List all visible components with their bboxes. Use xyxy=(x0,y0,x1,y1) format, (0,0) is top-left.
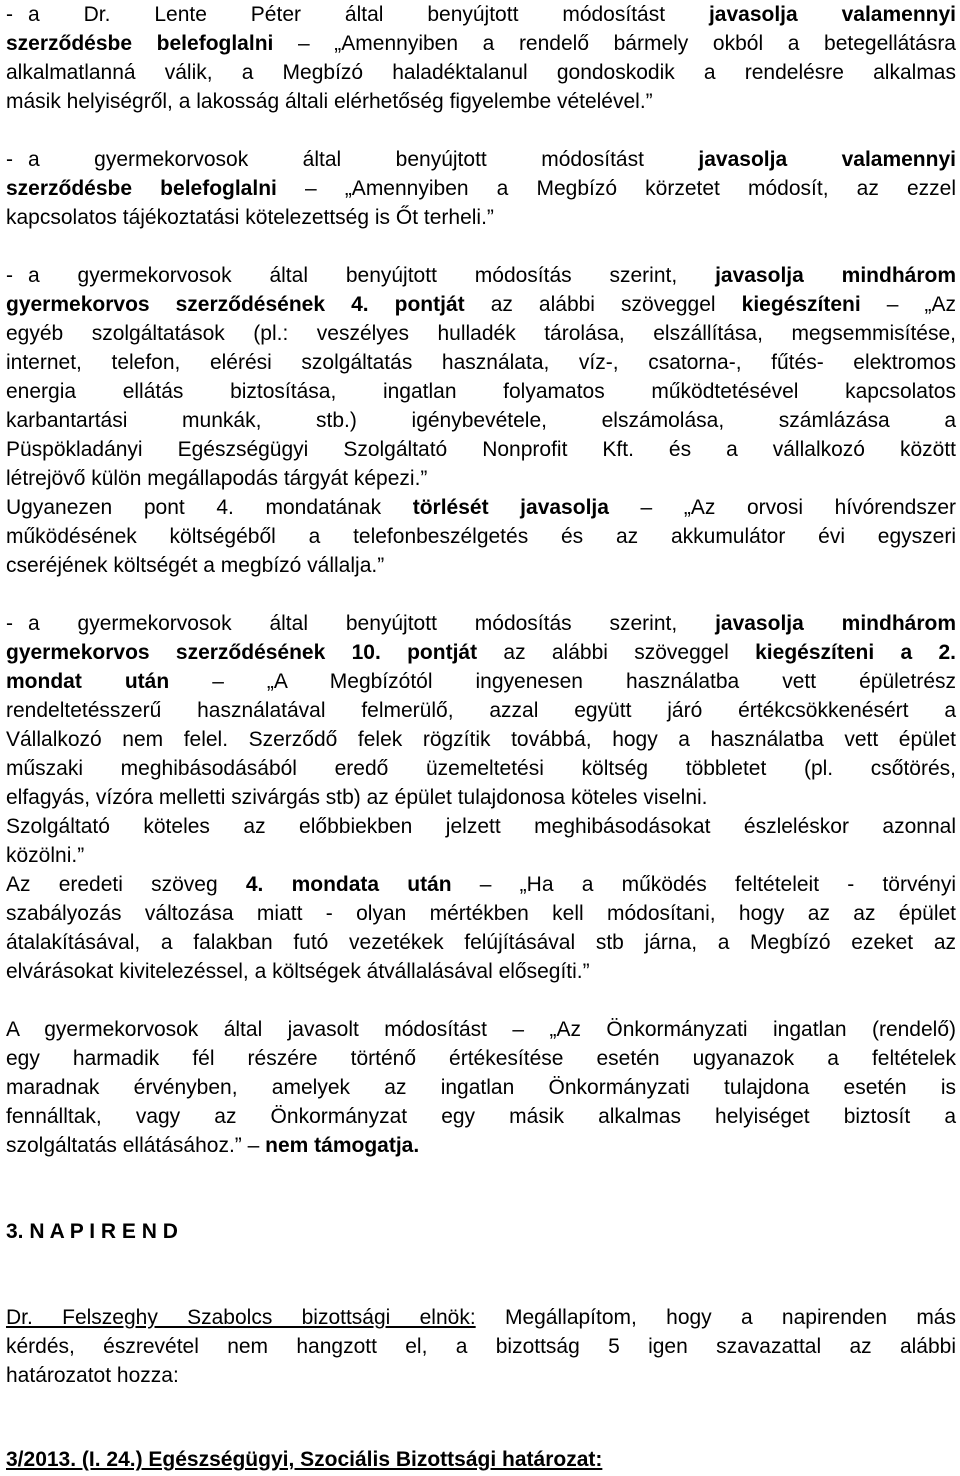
paragraph-4-line-7: elfagyás, vízóra melletti szivárgás stb) az épület tulajdonosa köteles viselni. xyxy=(6,786,708,809)
paragraph-3-line-1: - a gyermekorvosok által benyújtott módosítás szerint, javasolja mindhárom xyxy=(6,264,956,287)
paragraph-5-line-1: A gyermekorvosok által javasolt módosítást – „Az Önkormányzati ingatlan (rendelő) xyxy=(6,1018,956,1041)
paragraph-1-line-4: másik helyiségről, a lakosság általi elérhetőség figyelembe vételével.” xyxy=(6,90,653,113)
paragraph-3-line-5: energia ellátás biztosítása, ingatlan folyamatos működtetésével kapcsolatos xyxy=(6,380,956,403)
paragraph-6-line-3: határozatot hozza: xyxy=(6,1364,179,1387)
paragraph-4-line-1: - a gyermekorvosok által benyújtott módosítás szerint, javasolja mindhárom xyxy=(6,612,956,635)
agenda-heading: 3. N A P I R E N D xyxy=(6,1220,178,1243)
paragraph-5-line-4: fennálltak, vagy az Önkormányzat egy másik alkalmas helyiséget biztosít a xyxy=(6,1105,956,1128)
paragraph-5-line-5: szolgáltatás ellátásához.” – nem támogatja. xyxy=(6,1134,420,1157)
paragraph-2-line-3: kapcsolatos tájékoztatási kötelezettség is Őt terheli.” xyxy=(6,206,494,229)
paragraph-4-line-5: Vállalkozó nem felel. Szerződő felek rögzítik továbbá, hogy a használatba vett épület xyxy=(6,728,956,751)
paragraph-2-line-1: - a gyermekorvosok által benyújtott módosítást javasolja valamennyi xyxy=(6,148,956,171)
paragraph-3-line-3: egyéb szolgáltatások (pl.: veszélyes hulladék tárolása, elszállítása, megsemmisítése, xyxy=(6,322,956,345)
paragraph-3-line-2: gyermekorvos szerződésének 4. pontját az alábbi szöveggel kiegészíteni – „Az xyxy=(6,293,956,316)
paragraph-1-line-3: alkalmatlanná válik, a Megbízó haladéktalanul gondoskodik a rendelésre alkalmas xyxy=(6,61,956,84)
paragraph-1-line-2: szerződésbe belefoglalni – „Amennyiben a rendelő bármely okból a betegellátásra xyxy=(6,32,956,55)
paragraph-1-line-1: - a Dr. Lente Péter által benyújtott módosítást javasolja valamennyi xyxy=(6,3,956,26)
paragraph-3-line-6: karbantartási munkák, stb.) igénybevétele, elszámolása, számlázása a xyxy=(6,409,956,432)
paragraph-4-line-11: szabályozás változása miatt - olyan mértékben kell módosítani, hogy az az épület xyxy=(6,902,956,925)
paragraph-6-line-1: Dr. Felszeghy Szabolcs bizottsági elnök: Megállapítom, hogy a napirenden más xyxy=(6,1306,956,1329)
paragraph-4-line-12: átalakításával, a falakban futó vezetékek felújításával stb járna, a Megbízó ezeket az xyxy=(6,931,956,954)
paragraph-4-line-4: rendeltetésszerű használatával felmerülő, azzal együtt járó értékcsökkenésért a xyxy=(6,699,956,722)
paragraph-3-line-10: működésének költségéből a telefonbeszélgetés és az akkumulátor évi egyszeri xyxy=(6,525,956,548)
paragraph-3-line-7: Püspökladányi Egészségügyi Szolgáltató Nonprofit Kft. és a vállalkozó között xyxy=(6,438,956,461)
paragraph-3-line-9: Ugyanezen pont 4. mondatának törlését javasolja – „Az orvosi hívórendszer xyxy=(6,496,957,519)
paragraph-3-line-8: létrejövő külön megállapodás tárgyát képezi.” xyxy=(6,467,428,490)
paragraph-4-line-6: műszaki meghibásodásából eredő üzemeltetési költség többletet (pl. csőtörés, xyxy=(6,757,956,780)
paragraph-4-line-13: elvárásokat kivitelezéssel, a költségek átvállalásával elősegíti.” xyxy=(6,960,590,983)
paragraph-2-line-2: szerződésbe belefoglalni – „Amennyiben a Megbízó körzetet módosít, az ezzel xyxy=(6,177,956,200)
paragraph-4-line-8: Szolgáltató köteles az előbbiekben jelzett meghibásodásokat észleléskor azonnal xyxy=(6,815,956,838)
resolution-title: 3/2013. (I. 24.) Egészségügyi, Szociális Bizottsági határozat: xyxy=(6,1448,603,1471)
paragraph-4-line-3: mondat után – „A Megbízótól ingyenesen használatba vett épületrész xyxy=(6,670,956,693)
paragraph-5-line-2: egy harmadik fél részére történő értékesítése esetén ugyanazok a feltételek xyxy=(6,1047,956,1070)
paragraph-3-line-11: cseréjének költségét a megbízó vállalja.” xyxy=(6,554,385,577)
paragraph-4-line-10: Az eredeti szöveg 4. mondata után – „Ha a működés feltételeit - törvényi xyxy=(6,873,956,896)
paragraph-6-line-2: kérdés, észrevétel nem hangzott el, a bizottság 5 igen szavazattal az alábbi xyxy=(6,1335,956,1358)
paragraph-3-line-4: internet, telefon, elérési szolgáltatás használata, víz-, csatorna-, fűtés- elektromos xyxy=(6,351,956,374)
paragraph-5-line-3: maradnak érvényben, amelyek az ingatlan Önkormányzati tulajdona esetén is xyxy=(6,1076,956,1099)
paragraph-4-line-9: közölni.” xyxy=(6,844,85,867)
paragraph-4-line-2: gyermekorvos szerződésének 10. pontját az alábbi szöveggel kiegészíteni a 2. xyxy=(6,641,956,664)
